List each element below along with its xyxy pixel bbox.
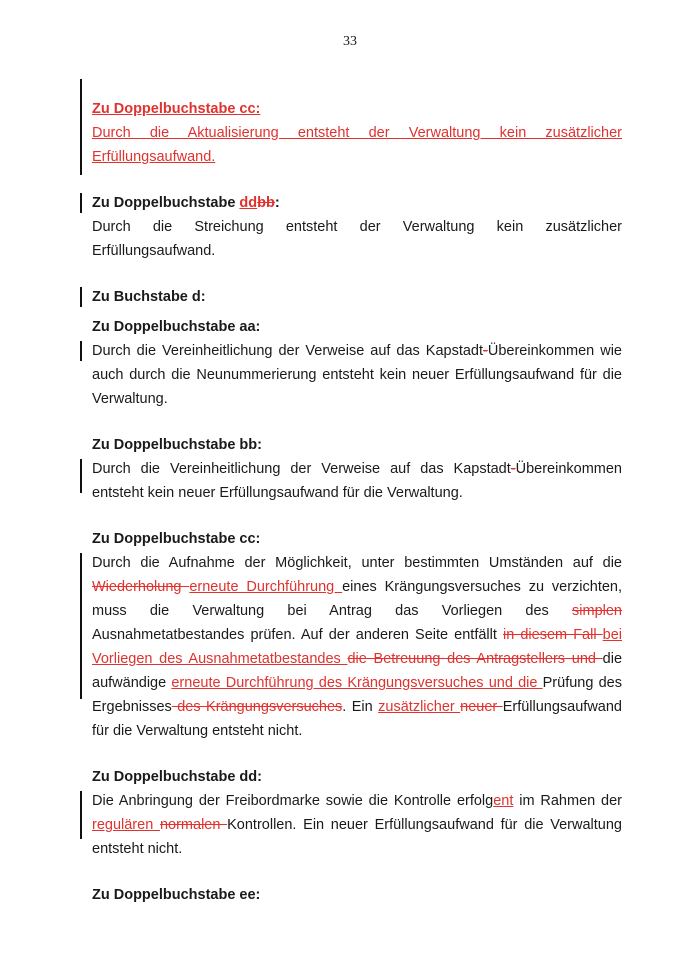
heading-text: Zu Doppelbuchstabe [92, 195, 240, 211]
change-bar [80, 553, 82, 699]
section-aa [92, 315, 622, 411]
deleted-text: Wiederholung [92, 579, 190, 595]
inserted-text: erneute Durchführung des Krängungsversuches und die [171, 675, 543, 691]
text-run: Durch die Vereinheitlichung der Verweise auf das Kapstadt [92, 461, 511, 477]
section-dd-freibord [92, 765, 622, 861]
page-number: 33 [343, 34, 357, 49]
change-bar [80, 791, 82, 839]
text-run: Prüfung des Ergebnisses [92, 675, 622, 715]
text-run: Übereinkommen wie auch durch die Neunummerierung entsteht kein neuer Erfüllungsaufwand für die Verwaltung. [92, 343, 622, 407]
deleted-text: - [510, 461, 516, 477]
change-bar [80, 459, 82, 493]
change-bar [80, 341, 82, 361]
inserted-text: dd [239, 195, 258, 211]
inserted-text: regulären [92, 817, 160, 833]
text-run: die aufwändige [92, 651, 623, 691]
heading-colon: : [274, 195, 280, 211]
inserted-text: zusätzlicher [378, 699, 461, 715]
change-bar [80, 79, 82, 175]
section-heading: Zu Doppelbuchstabe aa: [92, 319, 261, 335]
section-heading: Zu Doppelbuchstabe dd: [92, 769, 262, 785]
section-heading [92, 191, 622, 215]
deleted-text: die Betreuung des Antragstellers und [347, 651, 603, 667]
text-run: Erfüllungsaufwand für die Verwaltung entsteht nicht. [92, 699, 622, 739]
section-text [92, 339, 622, 411]
section-heading: Zu Doppelbuchstabe cc: [92, 101, 261, 117]
text-run: Übereinkommen entsteht kein neuer Erfüllungsaufwand für die Verwaltung. [92, 461, 622, 501]
text-run: eines Krängungsversuches zu verzichten, muss die Verwaltung bei Antrag das Vorliegen des [92, 579, 623, 619]
deleted-text: normalen [159, 817, 228, 833]
section-cc-kraengung [92, 527, 622, 743]
deleted-text: in diesem Fall [503, 627, 603, 643]
text-run: Die Anbringung der Freibordmarke sowie die Kontrolle erfolg [92, 793, 494, 809]
deleted-text: neuer [460, 699, 503, 715]
text-run: Ausnahmetatbestandes prüfen. Auf der anderen Seite entfällt [92, 627, 503, 643]
change-bar [80, 193, 82, 213]
section-heading: Zu Doppelbuchstabe ee: [92, 887, 261, 903]
section-dd-streichung [92, 191, 622, 263]
change-bar [80, 287, 82, 307]
section-text [92, 551, 622, 743]
text-run: . Ein [342, 699, 379, 715]
inserted-text: erneute Durchführung [189, 579, 343, 595]
section-text [92, 789, 622, 861]
document-body [92, 97, 622, 929]
section-cc-inserted [92, 97, 622, 169]
section-buchstabe-d [92, 285, 622, 309]
section-bb [92, 433, 622, 505]
inserted-text: ent [493, 793, 514, 809]
text-run: Durch die Vereinheitlichung der Verweise auf das Kapstadt [92, 343, 484, 359]
section-heading: Zu Doppelbuchstabe cc: [92, 531, 261, 547]
section-heading: Zu Doppelbuchstabe bb: [92, 437, 262, 453]
text-run: Kontrollen. Ein neuer Erfüllungsaufwand für die Verwaltung entsteht nicht. [92, 817, 622, 857]
deleted-text: - [483, 343, 488, 359]
section-text: Durch die Streichung entsteht der Verwaltung kein zusätzlicher Erfüllungsaufwand. [92, 219, 622, 259]
section-text: Durch die Aktualisierung entsteht der Verwaltung kein zusätzlicher Erfüllungsaufwand. [92, 125, 622, 165]
text-run: im Rahmen der [513, 793, 622, 809]
section-heading: Zu Buchstabe d: [92, 289, 206, 305]
deleted-text: bb [257, 195, 275, 211]
inserted-text: bei Vorliegen des Ausnahmetatbestandes [92, 627, 623, 667]
section-ee [92, 883, 622, 907]
deleted-text: simplen [572, 603, 622, 619]
section-text [92, 457, 622, 505]
deleted-text: des Krängungsversuches [171, 699, 343, 715]
text-run: Durch die Aufnahme der Möglichkeit, unter bestimmten Umständen auf die [92, 555, 622, 571]
